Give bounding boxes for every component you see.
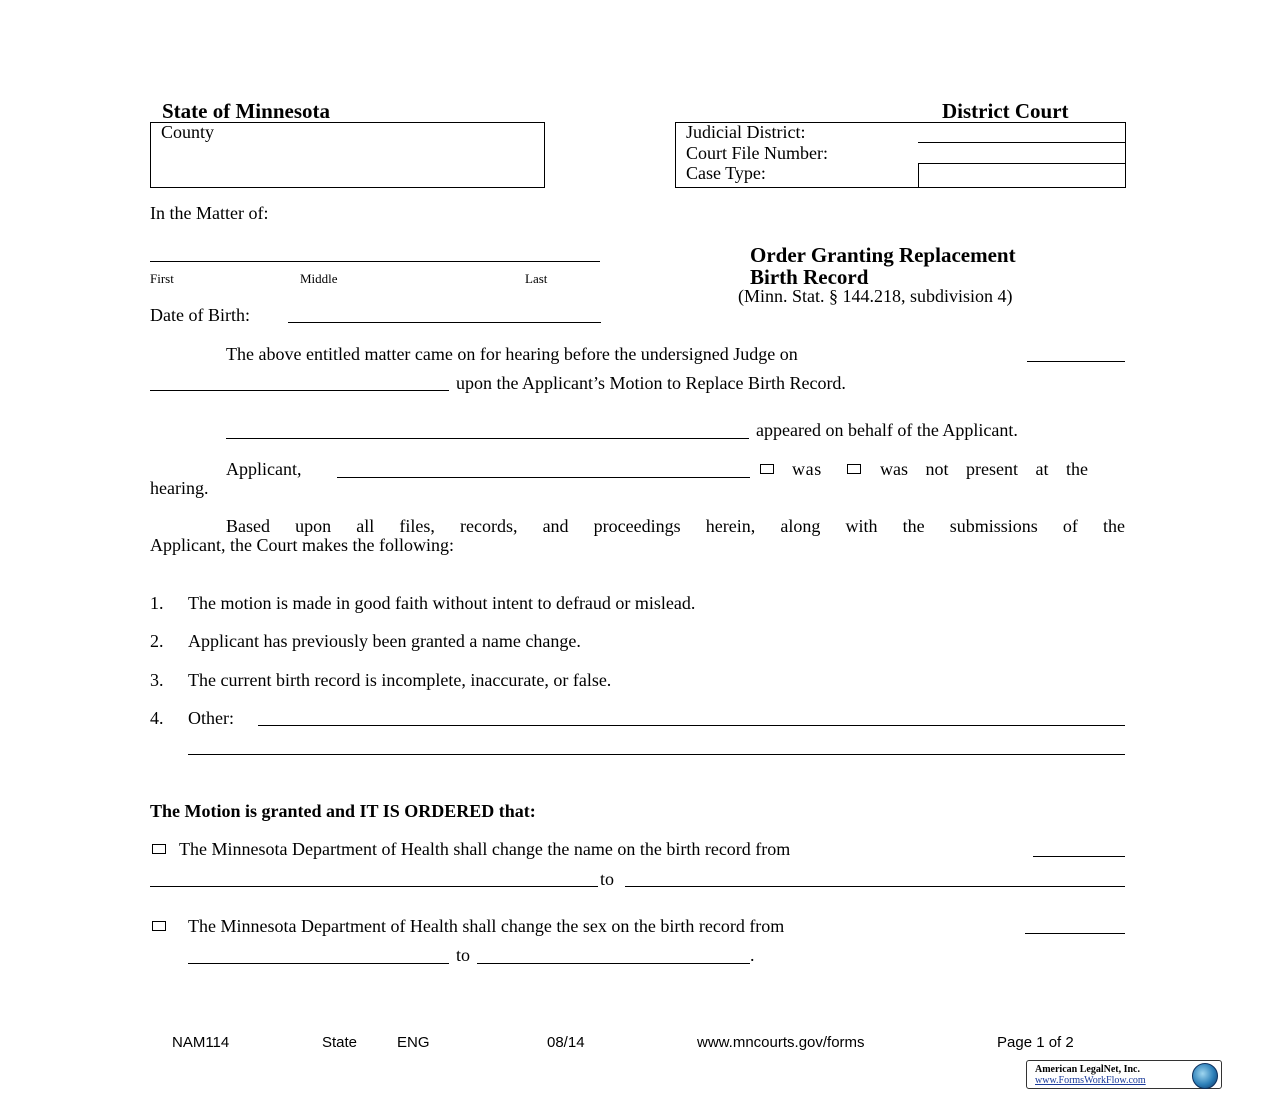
statute-reference: (Minn. Stat. § 144.218, subdivision 4) <box>738 286 1013 306</box>
first-name-caption: First <box>150 271 174 286</box>
globe-icon <box>1192 1063 1218 1089</box>
sex-to-label: to <box>456 945 471 965</box>
court-file-number-field[interactable] <box>918 163 1125 164</box>
footer-url[interactable]: www.mncourts.gov/forms <box>697 1034 865 1051</box>
appeared-sentence: appeared on behalf of the Applicant. <box>756 420 1018 440</box>
applicant-present-name-field[interactable] <box>337 477 750 478</box>
finding-4-text: Other: <box>188 708 234 728</box>
hearing-word: hearing. <box>150 478 209 498</box>
finding-3-number: 3. <box>150 670 164 690</box>
date-of-birth-label: Date of Birth: <box>150 305 250 325</box>
name-to-field[interactable] <box>625 886 1125 887</box>
footer-state: State <box>322 1034 358 1051</box>
court-title: District Court <box>942 99 1069 123</box>
state-title: State of Minnesota <box>162 99 330 123</box>
footer-form-id: NAM114 <box>172 1034 230 1051</box>
court-file-number-label: Court File Number: <box>686 143 828 163</box>
applicant-label: Applicant, <box>226 459 302 479</box>
sex-to-period: . <box>750 945 755 965</box>
judicial-district-field[interactable] <box>918 142 1125 143</box>
footer-date: 08/14 <box>547 1034 585 1051</box>
was-not-present-checkbox[interactable] <box>847 464 861 474</box>
american-legalnet-logo[interactable] <box>1026 1060 1222 1089</box>
name-from-field[interactable] <box>1033 856 1125 857</box>
finding-2-number: 2. <box>150 631 164 651</box>
finding-1-text: The motion is made in good faith without intent to defraud or mislead. <box>188 593 696 613</box>
name-change-text: The Minnesota Department of Health shall change the name on the birth record from <box>179 839 791 859</box>
finding-1-number: 1. <box>150 593 164 613</box>
finding-4-number: 4. <box>150 708 164 728</box>
footer-page-number: Page 1 of 2 <box>997 1034 1074 1051</box>
date-of-birth-field[interactable] <box>288 322 601 323</box>
county-label: County <box>161 122 215 142</box>
name-to-label: to <box>600 869 615 889</box>
order-title-line2: Birth Record <box>750 265 869 289</box>
footer-lang: ENG <box>397 1034 430 1051</box>
last-name-caption: Last <box>525 271 548 286</box>
other-reason-field[interactable] <box>258 725 1125 726</box>
sex-from-field-cont[interactable] <box>188 963 449 964</box>
name-change-checkbox[interactable] <box>152 844 166 854</box>
judicial-district-label: Judicial District: <box>686 122 806 142</box>
based-upon-line2: Applicant, the Court makes the following: <box>150 535 454 555</box>
sex-from-field[interactable] <box>1025 933 1125 934</box>
middle-name-caption: Middle <box>300 271 338 286</box>
was-present-checkbox[interactable] <box>760 464 774 474</box>
was-not-present-label: was not present at the <box>880 459 1088 479</box>
was-label: was <box>792 459 822 479</box>
other-reason-field-cont[interactable] <box>188 754 1125 755</box>
sex-to-field[interactable] <box>477 963 750 964</box>
motion-sentence: upon the Applicant’s Motion to Replace Birth Record. <box>456 373 846 393</box>
hearing-sentence: The above entitled matter came on for hearing before the undersigned Judge on <box>226 344 798 364</box>
appearance-name-field[interactable] <box>226 438 749 439</box>
sex-change-checkbox[interactable] <box>152 921 166 931</box>
finding-2-text: Applicant has previously been granted a name change. <box>188 631 581 651</box>
order-title-line1: Order Granting Replacement <box>750 243 1016 267</box>
name-from-field-cont[interactable] <box>150 886 598 887</box>
hearing-date-field-cont[interactable] <box>150 390 449 391</box>
in-the-matter-of-label: In the Matter of: <box>150 203 269 223</box>
applicant-name-field[interactable] <box>150 261 600 262</box>
based-upon-line1: Based upon all files, records, and proceedings herein, along with the submissions of the <box>226 516 1125 536</box>
logo-url-link[interactable]: www.FormsWorkFlow.com <box>1035 1075 1146 1086</box>
order-heading: The Motion is granted and IT IS ORDERED that: <box>150 801 536 821</box>
logo-company-name: American LegalNet, Inc. <box>1035 1064 1140 1075</box>
sex-change-text: The Minnesota Department of Health shall change the sex on the birth record from <box>188 916 785 936</box>
case-type-divider <box>918 163 919 187</box>
finding-3-text: The current birth record is incomplete, inaccurate, or false. <box>188 670 612 690</box>
hearing-date-field[interactable] <box>1027 361 1125 362</box>
case-type-label: Case Type: <box>686 163 766 183</box>
